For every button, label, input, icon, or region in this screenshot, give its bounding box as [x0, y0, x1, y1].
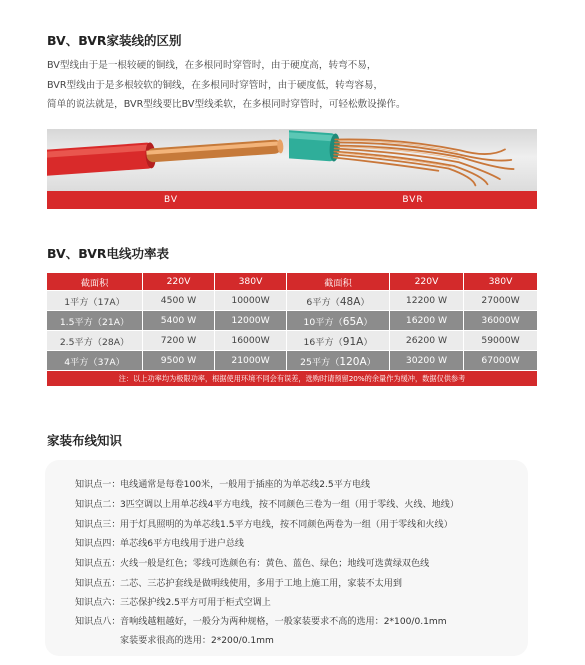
list-item: 知识点二：3匹空调以上用单芯线4平方电线，按不同颜色三卷为一组（用于零线、火线、地线）: [75, 500, 459, 510]
list-item: 知识点八：音响线越粗越好，一般分为两种规格，一般家装要求不高的选用：2*100/0.1mm: [75, 617, 447, 627]
bvr-label: BVR: [289, 191, 537, 209]
intro-line: BV型线由于是一根较硬的铜线，在多根同时穿管时，由于硬度高，转弯不易，: [47, 60, 377, 71]
cell-220v: 30200 W: [390, 351, 464, 371]
bv-label: BV: [47, 191, 295, 209]
list-item: 知识点五：二芯、三芯护套线是做明线使用，多用于工地上施工用，家装不太用到: [75, 579, 402, 589]
header-220v: 220V: [143, 273, 215, 291]
table-note-row: [47, 371, 538, 387]
cell-380v: 16000W: [215, 331, 287, 351]
cell-380v: 21000W: [215, 351, 287, 371]
table-note: 注：以上功率均为极限功率，根据使用环境不同会有误差，选购时请预留20%的余量作为缓冲，数据仅供参考: [47, 371, 538, 387]
table-row: [47, 311, 538, 331]
section-title-wiring-knowledge: 家装布线知识: [47, 433, 123, 448]
cell-220v: 26200 W: [390, 331, 464, 351]
table-row: [47, 331, 538, 351]
intro-text: [47, 56, 406, 115]
list-item: [75, 633, 274, 646]
cell-220v: 4500 W: [143, 291, 215, 311]
header-380v: 380V: [215, 273, 287, 291]
cell-380v: 67000W: [464, 351, 538, 371]
section-title-power-table: BV、BVR电线功率表: [47, 246, 170, 261]
table-header-row: [47, 273, 538, 291]
header-cross-section: 截面积: [47, 273, 143, 291]
cell-220v: 9500 W: [143, 351, 215, 371]
cell-380v: 10000W: [215, 291, 287, 311]
list-item: 知识点四：单芯线6平方电线用于进户总线: [75, 539, 245, 549]
table-row: [47, 291, 538, 311]
list-item: 知识点三：用于灯具照明的为单芯线1.5平方电线，按不同颜色两卷为一组（用于零线和火线）: [75, 520, 453, 530]
header-220v: 220V: [390, 273, 464, 291]
cell-section: 10平方（65A）: [287, 311, 390, 331]
section-title-difference: BV、BVR家装线的区别: [47, 33, 182, 48]
cell-section: 1.5平方（21A）: [47, 311, 143, 331]
cell-section: 6平方（48A）: [287, 291, 390, 311]
cell-380v: 12000W: [215, 311, 287, 331]
list-item: 知识点五：火线一般是红色；零线可选颜色有：黄色、蓝色、绿色；地线可选黄绿双色线: [75, 559, 430, 569]
cell-380v: 59000W: [464, 331, 538, 351]
cell-section: 2.5平方（28A）: [47, 331, 143, 351]
cell-220v: 5400 W: [143, 311, 215, 331]
bvr-wire-image: [289, 129, 537, 191]
cell-380v: 36000W: [464, 311, 538, 331]
intro-line: 简单的说法就是，BVR型线要比BV型线柔软，在多根同时穿管时，可轻松敷设操作。: [47, 99, 406, 110]
header-cross-section: 截面积: [287, 273, 390, 291]
table-row: [47, 351, 538, 371]
cell-220v: 16200 W: [390, 311, 464, 331]
cell-220v: 7200 W: [143, 331, 215, 351]
bvr-wire-card: [289, 129, 537, 209]
bv-wire-image: [47, 129, 295, 191]
cell-section: 1平方（17A）: [47, 291, 143, 311]
cell-section: 16平方（91A）: [287, 331, 390, 351]
power-table: [46, 272, 538, 387]
cell-section: 4平方（37A）: [47, 351, 143, 371]
list-item: 知识点六：三芯保护线2.5平方可用于柜式空调上: [75, 598, 271, 608]
list-item-continuation: 家装要求很高的选用：2*200/0.1mm: [120, 636, 274, 646]
cell-380v: 27000W: [464, 291, 538, 311]
list-item: 知识点一：电线通常是每卷100米，一般用于插座的为单芯线2.5平方电线: [75, 480, 371, 490]
header-380v: 380V: [464, 273, 538, 291]
cell-section: 25平方（120A）: [287, 351, 390, 371]
intro-line: BVR型线由于是多根较软的铜线，在多根同时穿管时，由于硬度低，转弯容易，: [47, 79, 384, 91]
cell-220v: 12200 W: [390, 291, 464, 311]
bv-wire-card: [47, 129, 295, 209]
